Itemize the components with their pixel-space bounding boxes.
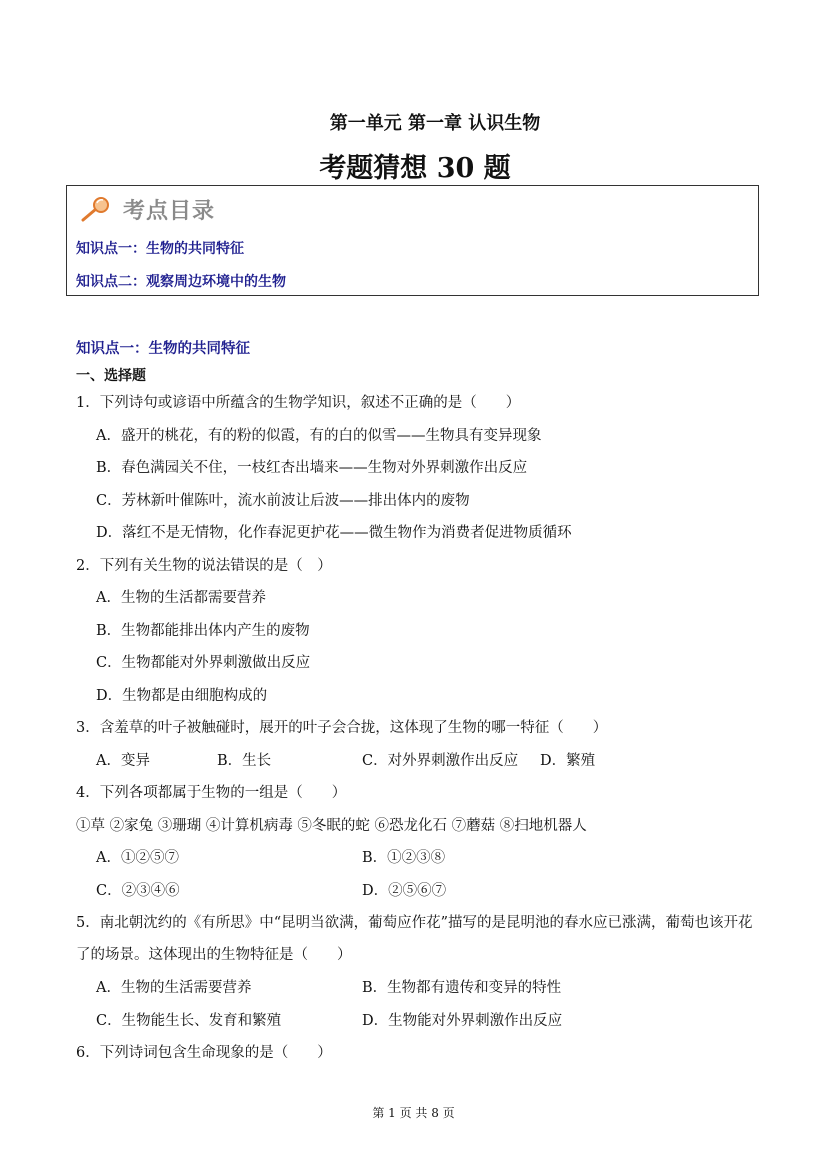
question-4-option-b: B．①②③⑧ [362,850,446,866]
question-3-option-a: A．变异 [96,753,150,769]
document-title: 第一单元 第一章 认识生物 [329,113,541,134]
question-1-option-a: A．盛开的桃花，有的粉的似霞，有的白的似雪——生物具有变异现象 [96,428,542,444]
question-3-option-b: B．生长 [217,753,272,769]
question-1-stem: 1．下列诗句或谚语中所蕴含的生物学知识，叙述不正确的是（ ） [76,395,521,411]
question-3-option-d: D．繁殖 [540,753,596,769]
question-2-option-b: B．生物都能排出体内产生的废物 [96,623,310,639]
question-1-option-c: C．芳林新叶催陈叶，流水前波让后波——排出体内的废物 [96,493,470,509]
question-4-items: ①草 ②家兔 ③珊瑚 ④计算机病毒 ⑤冬眠的蛇 ⑥恐龙化石 ⑦蘑菇 ⑧扫地机器人 [76,818,587,834]
question-4-stem: 4．下列各项都属于生物的一组是（ ） [76,785,347,801]
question-2-stem: 2．下列有关生物的说法错误的是（ ） [76,558,332,574]
question-6-stem: 6．下列诗词包含生命现象的是（ ） [76,1045,332,1061]
question-2-option-d: D．生物都是由细胞构成的 [96,688,268,704]
question-2-option-a: A．生物的生活都需要营养 [96,590,266,606]
section-subheading: 一、选择题 [76,368,146,384]
toc-item-1[interactable]: 知识点一：生物的共同特征 [76,241,244,257]
section-heading: 知识点一：生物的共同特征 [76,340,250,357]
page-footer: 第 1 页 共 8 页 [372,1106,455,1120]
question-3-option-c: C．对外界刺激作出反应 [362,753,519,769]
magnifier-icon [80,195,112,223]
question-4-option-c: C．②③④⑥ [96,883,180,899]
toc-item-2[interactable]: 知识点二：观察周边环境中的生物 [76,274,286,290]
toc-box [66,185,759,296]
question-4-option-a: A．①②⑤⑦ [96,850,179,866]
question-1-option-d: D．落红不是无情物，化作春泥更护花——微生物作为消费者促进物质循环 [96,525,572,541]
question-5-option-b: B．生物都有遗传和变异的特性 [362,980,562,996]
question-5-option-a: A．生物的生活需要营养 [96,980,252,996]
question-2-option-c: C．生物都能对外界刺激做出反应 [96,655,311,671]
question-5-option-c: C．生物能生长、发育和繁殖 [96,1013,282,1029]
question-5-stem: 5．南北朝沈约的《有所思》中“昆明当欲满，葡萄应作花”描写的是昆明池的春水应已涨满，葡萄也该开花 [76,915,753,931]
question-3-stem: 3．含羞草的叶子被触碰时，展开的叶子会合拢，这体现了生物的哪一特征（ ） [76,720,608,736]
question-5-option-d: D．生物能对外界刺激作出反应 [362,1013,563,1029]
question-4-option-d: D．②⑤⑥⑦ [362,883,447,899]
toc-title: 考点目录 [123,199,216,224]
question-5-stem-continued: 了的场景。这体现出的生物特征是（ ） [76,947,352,963]
document-subtitle: 考题猜想 30 题 [319,153,511,184]
question-1-option-b: B．春色满园关不住，一枝红杏出墙来——生物对外界刺激作出反应 [96,460,528,476]
